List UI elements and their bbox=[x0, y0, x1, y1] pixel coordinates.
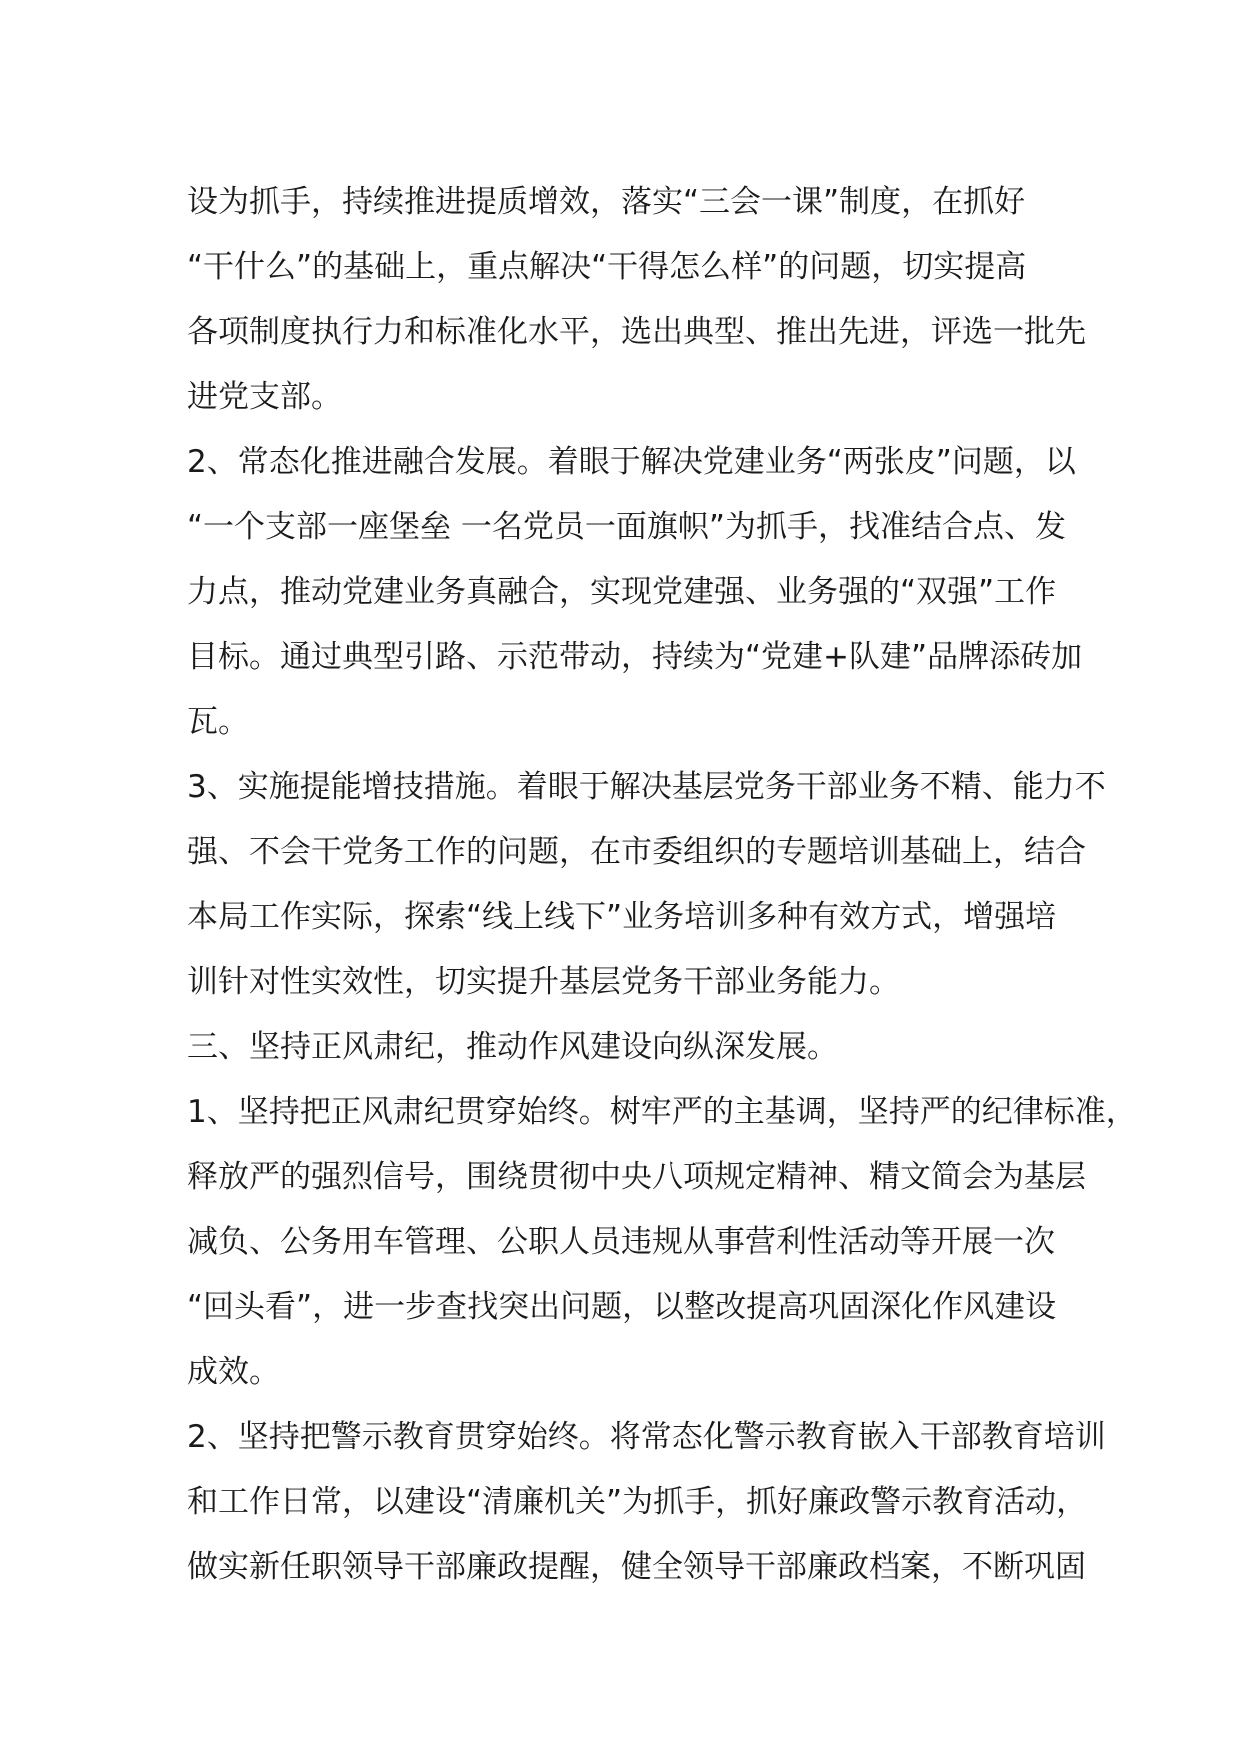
text-line: 和工作日常，以建设“清廉机关”为抓手，抓好廉政警示教育活动， bbox=[187, 1484, 1088, 1520]
text-line: 目标。通过典型引路、示范带动，持续为“党建+队建”品牌添砖加 bbox=[187, 639, 1083, 675]
text-line: 各项制度执行力和标准化水平，选出典型、推出先进，评选一批先 bbox=[187, 314, 1086, 350]
text-line: 2、坚持把警示教育贯穿始终。将常态化警示教育嵌入干部教育培训 bbox=[187, 1419, 1106, 1455]
text-line: 设为抓手，持续推进提质增效，落实“三会一课”制度，在抓好 bbox=[187, 184, 1026, 220]
text-line: “一个支部一座堡垒 一名党员一面旗帜”为抓手，找准结合点、发 bbox=[187, 509, 1066, 545]
text-line: 2、常态化推进融合发展。着眼于解决党建业务“两张皮”问题，以 bbox=[187, 444, 1076, 480]
text-line: 瓦。 bbox=[187, 704, 249, 740]
text-line: 训针对性实效性，切实提升基层党务干部业务能力。 bbox=[187, 964, 900, 1000]
text-line: 做实新任职领导干部廉政提醒，健全领导干部廉政档案，不断巩固 bbox=[187, 1549, 1086, 1585]
text-line: 力点，推动党建业务真融合，实现党建强、业务强的“双强”工作 bbox=[187, 574, 1057, 610]
text-line: 成效。 bbox=[187, 1354, 280, 1390]
section-heading: 三、坚持正风肃纪，推动作风建设向纵深发展。 bbox=[187, 1029, 838, 1065]
text-line: 减负、公务用车管理、公职人员违规从事营利性活动等开展一次 bbox=[187, 1224, 1055, 1260]
text-line: “干什么”的基础上，重点解决“干得怎么样”的问题，切实提高 bbox=[187, 249, 1027, 285]
text-line: 3、实施提能增技措施。着眼于解决基层党务干部业务不精、能力不 bbox=[187, 769, 1106, 805]
text-line: 本局工作实际，探索“线上线下”业务培训多种有效方式，增强培 bbox=[187, 899, 1057, 935]
text-line: 进党支部。 bbox=[187, 379, 342, 415]
text-line: 强、不会干党务工作的问题，在市委组织的专题培训基础上，结合 bbox=[187, 834, 1086, 870]
text-line: “回头看”，进一步查找突出问题，以整改提高巩固深化作风建设 bbox=[187, 1289, 1057, 1325]
text-line: 释放严的强烈信号，围绕贯彻中央八项规定精神、精文简会为基层 bbox=[187, 1159, 1086, 1195]
document-body bbox=[187, 170, 1137, 1600]
text-line: 1、坚持把正风肃纪贯穿始终。树牢严的主基调，坚持严的纪律标准， bbox=[187, 1094, 1137, 1130]
